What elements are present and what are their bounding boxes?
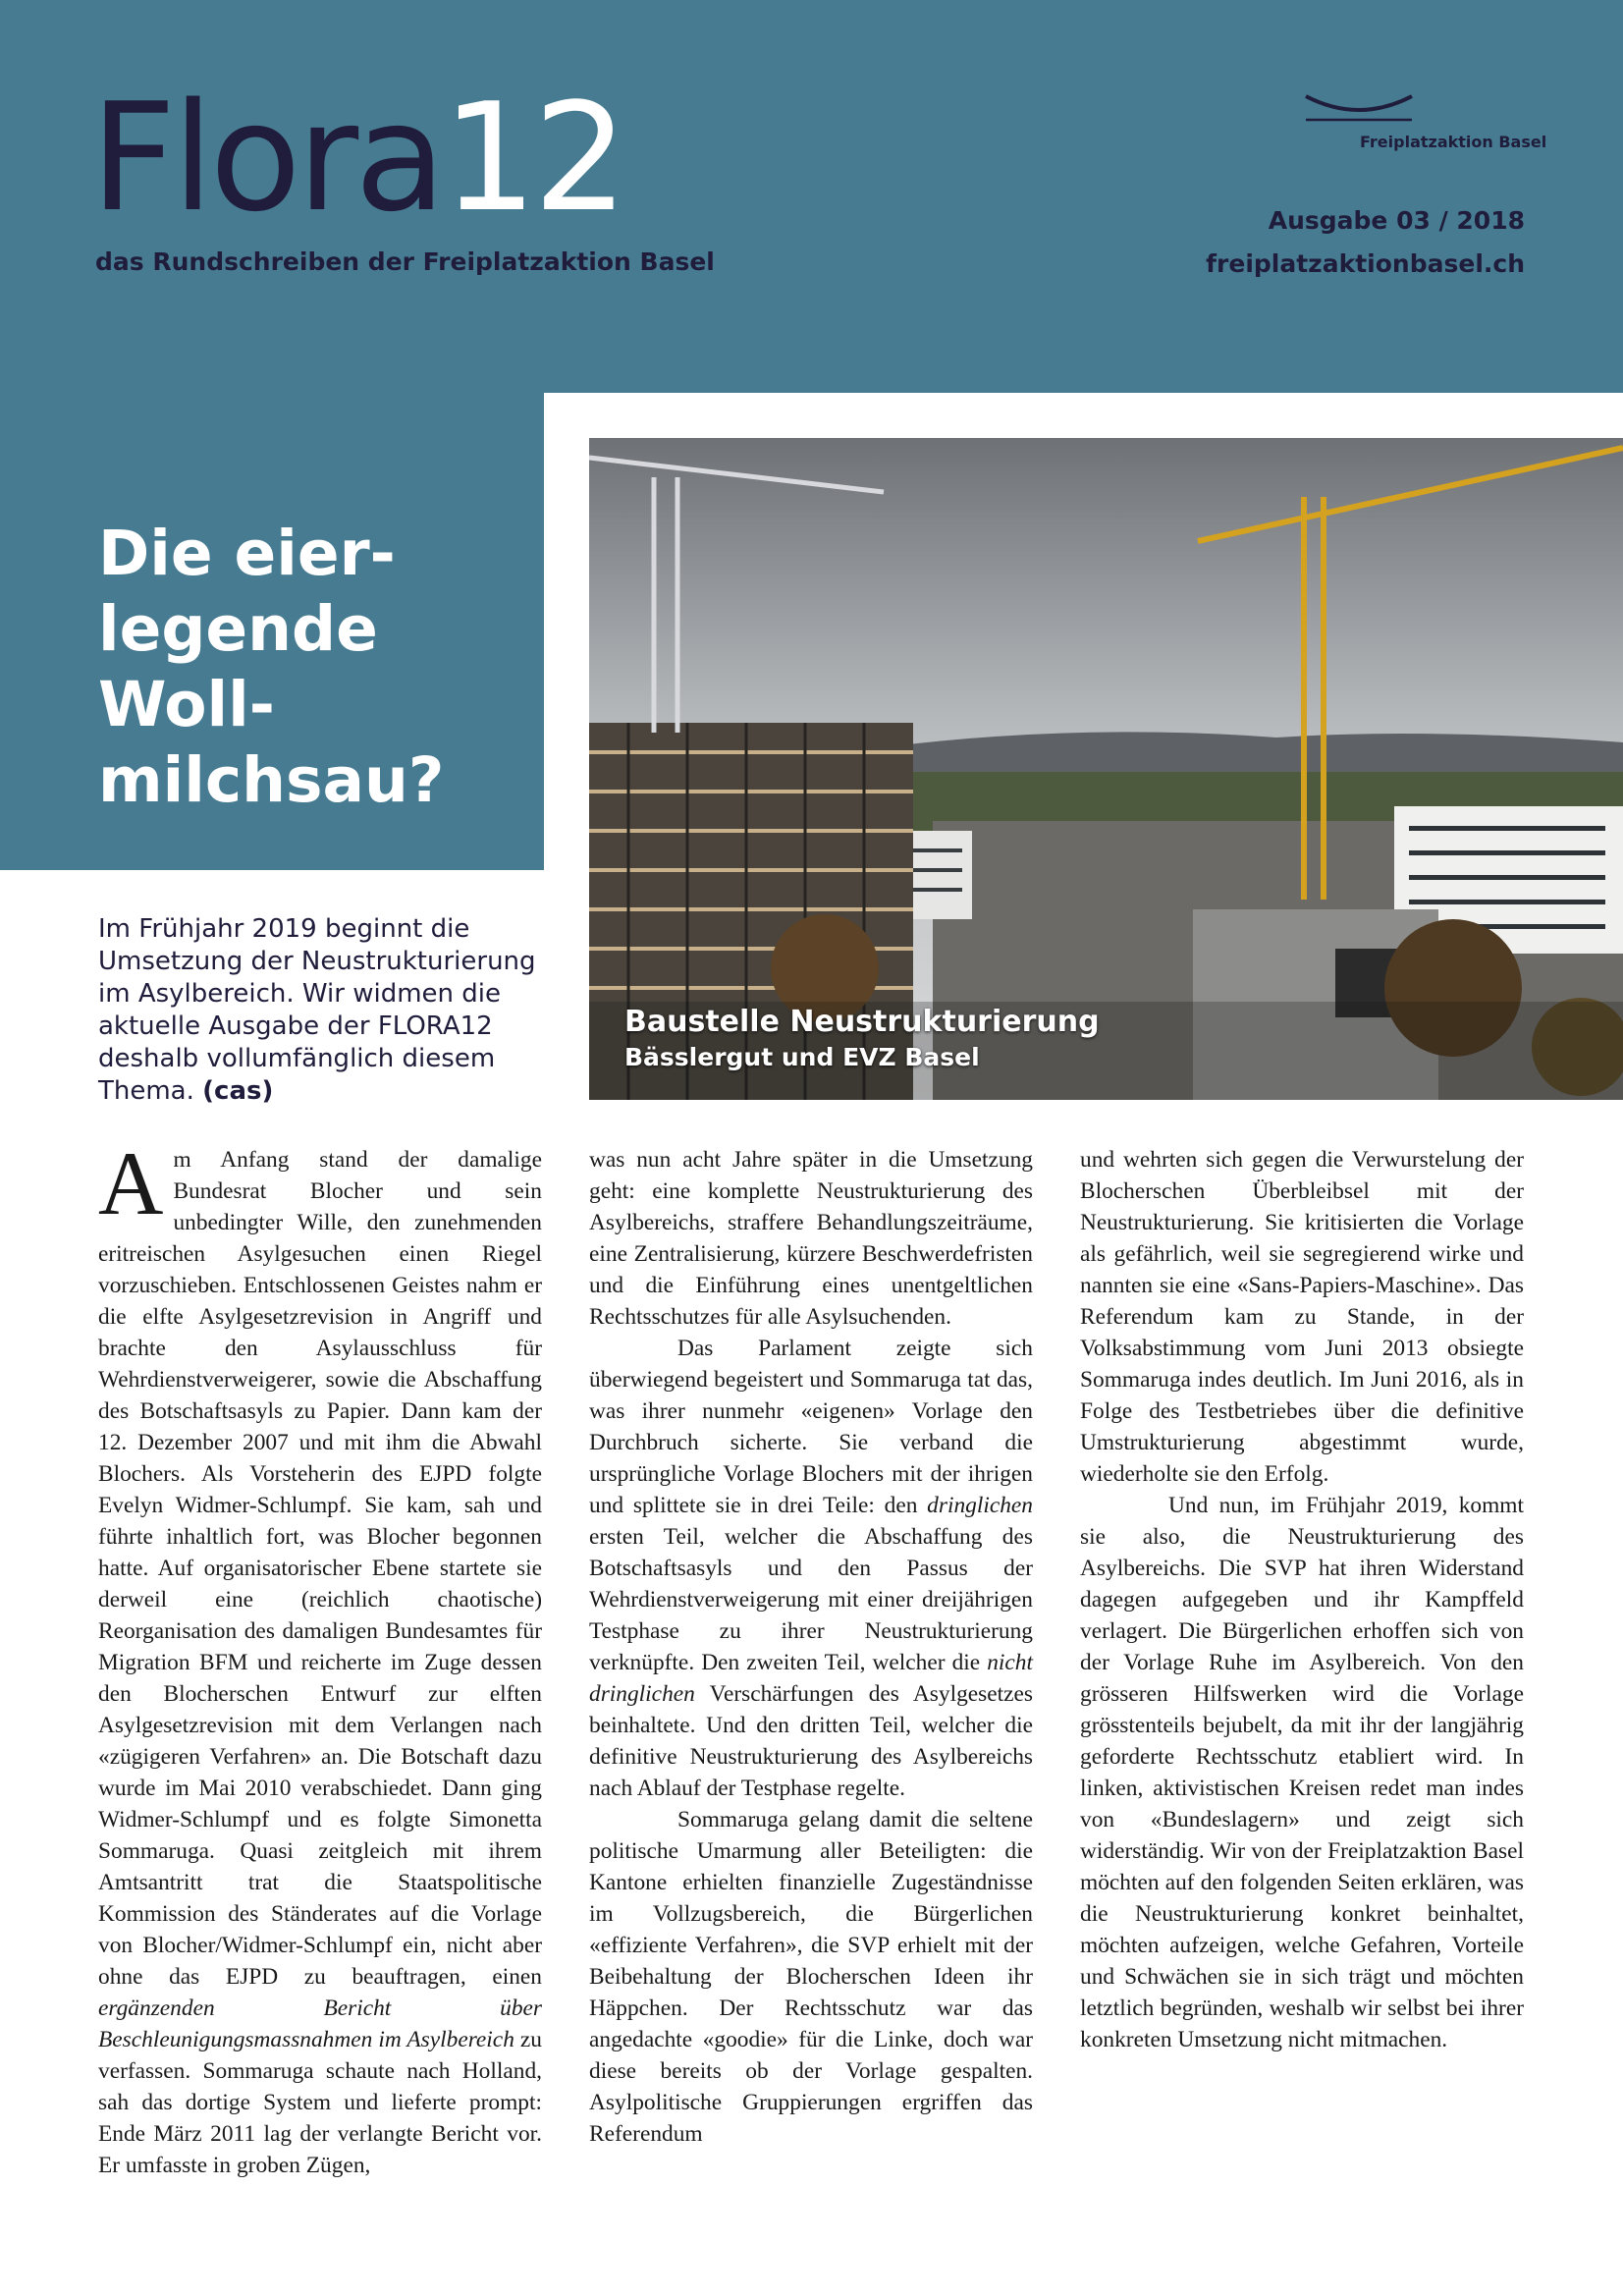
article-paragraph: Sommaruga gelang damit die seltene politische Umarmung aller Beteiligten: die Kantone erhielten finanzielle Zugeständnisse im Vollzugsbereich, die Bürgerlichen «effiziente Verfahren», die SVP erhielt mit der Beibehaltung der Blocherschen Ideen ihr Häppchen. Der Rechtsschutz war das angedachte «goodie» für die Linke, doch war diese bereits ob der Vorlage gespalten. Asylpolitische Gruppierungen ergriffen das Referendum: [589, 1807, 1033, 2147]
text-run: m Anfang stand der damalige Bundesrat Blocher und sein unbedingter Wille, den zunehmenden eritreischen Asylgesuchen einen Riegel vorzuschieben. Entschlossenen Geistes nahm er die elfte Asylgesetzrevision in Angriff und brachte den Asylausschluss für Wehrdienstverweigerer, sowie die Abschaffung des Botschaftsasyls zu Papier. Dann kam der 12. Dezember 2007 und mit ihm die Abwahl Blochers. Als Vorsteherin des EJPD folgte Evelyn Widmer-Schlumpf. Sie kam, sah und führte inhaltlich fort, was Blocher begonnen hatte. Auf organisatorischer Ebene startete sie derweil eine (reichlich chaotische) Reorganisation des damaligen Bundesamtes für Migration BFM und reicherte im Zuge dessen den Blocherschen Entwurf zur elften Asylgesetzrevision mit dem Verlangen nach «zügigeren Verfahren» an. Die Botschaft dazu wurde im Mai 2010 verabschiedet. Dann ging Widmer-Schlumpf und es folgte Simonetta Sommaruga. Quasi zeitgleich mit ihrem Amtsantritt trat die Staatspolitische Kommission des Ständerates auf die Vorlage von Blocher/Widmer-Schlumpf ein, nicht aber ohne das EJPD zu beauftragen, einen: [98, 1147, 542, 1990]
drop-cap: A: [98, 1133, 164, 1233]
logo-word: Flora: [90, 71, 443, 245]
text-run: zu verfassen. Sommaruga schaute nach Holland, sah das dortige System und lieferte prompt: Ende März 2011 lag der verlangte Bericht vor. Er umfasste in groben Zügen,: [98, 2027, 542, 2178]
website-link[interactable]: freiplatzaktionbasel.ch: [1206, 249, 1525, 278]
emphasis-text: nicht dringlichen: [589, 1650, 1033, 1707]
logo-number: 12: [442, 71, 624, 245]
article-paragraph: Und nun, im Frühjahr 2019, kommt sie also, die Neustrukturierung des Asylbereichs. Die SVP hat ihren Widerstand dagegen aufgegeben und ihr Kampffeld verlagert. Die Bürgerlichen erhoffen sich von der Vorlage Ruhe im Asylbereich. Von den grösseren Hilfswerken wird die Vorlage grösstenteils bejubelt, da mit ihr der langjährig geforderte Rechtsschutz etabliert wird. In linken, aktivistischen Kreisen redet man indes von «Bundeslagern» und zeigt sich widerständig. Wir von der Freiplatzaktion Basel möchten auf den folgenden Seiten erklären, was die Neustrukturierung konkret beinhaltet, möchten aufzeigen, welche Gefahren, Vorteile und Schwächen sie in sich trägt und möchten letztlich begründen, weshalb wir selbst bei ihrer konkreten Umsetzung nicht mitmachen.: [1080, 1493, 1524, 2052]
article-paragraph: [98, 1133, 542, 2181]
text-run: ersten Teil, welcher die Abschaffung des Botschaftsasyls und den Passus der Wehrdienstverweigerung mit einer dreijährigen Testphase zu ihrer Neustrukturierung verknüpfte. Den zweiten Teil, welcher die: [589, 1524, 1033, 1675]
photo-caption-subtitle: Bässlergut und EVZ Basel: [624, 1043, 980, 1071]
article-column-1: [98, 1133, 542, 2181]
article-paragraph: was nun acht Jahre später in die Umsetzung geht: eine komplette Neustrukturierung des Asylbereichs, straffere Behandlungszeiträume, eine Zentralisierung, kürzere Beschwerdefristen und die Einführung eines unentgeltlichen Rechtsschutzes für alle Asylsuchenden.: [589, 1147, 1033, 1330]
masthead-logo: [90, 71, 624, 245]
construction-photo: [589, 438, 1623, 1100]
article-column-3: [1080, 1144, 1524, 2055]
issue-number: Ausgabe 03 / 2018: [1268, 206, 1525, 235]
article-paragraph: und wehrten sich gegen die Verwurstelung der Blocherschen Überbleibsel mit der Neustrukturierung. Sie kritisierten die Vorlage als gefährlich, weil sie segregierend wirke und nannten sie eine «Sans-Papiers-Maschine». Das Referendum kam zu Stande, in der Volksabstimmung vom Juni 2013 obsiegte Sommaruga indes deutlich. Im Juni 2016, als in Folge des Testbetriebes über die definitive Umstrukturierung abgestimmt wurde, wiederholte sie den Erfolg.: [1080, 1147, 1524, 1487]
article-paragraph: [589, 1333, 1033, 1804]
lead-text: Im Frühjahr 2019 beginnt die Umsetzung der Neustrukturierung im Asylbereich. Wir widmen die aktuelle Ausgabe der FLORA12 deshalb vollumfänglich diesem Thema.: [98, 914, 536, 1106]
lead-author: (cas): [202, 1076, 274, 1106]
article-column-2: [589, 1144, 1033, 2150]
emphasis-text: ergänzenden Bericht über Beschleunigungsmassnahmen im Asylbereich: [98, 1995, 542, 2052]
org-name: Freiplatzaktion Basel: [1360, 133, 1547, 151]
text-run: Das Parlament zeigte sich überwiegend begeistert und Sommaruga tat das, was ihrer nunmehr «eigenen» Vorlage den Durchbruch sicherte. Sie verband die ursprüngliche Vorlage Blochers mit der ihrigen und splittete sie in drei Teile: den: [589, 1336, 1033, 1518]
bridge-arc-logo-icon: [1302, 90, 1415, 137]
text-run: Verschärfungen des Asylgesetzes beinhaltete. Und den dritten Teil, welcher die definitive Neustrukturierung des Asylbereichs nach Ablauf der Testphase regelte.: [589, 1681, 1033, 1801]
masthead-subtitle: das Rundschreiben der Freiplatzaktion Basel: [95, 247, 715, 276]
lead-paragraph: [98, 913, 550, 1108]
headline: Die eier- legende Woll- milchsau?: [98, 518, 445, 816]
photo-caption-title: Baustelle Neustrukturierung: [624, 1005, 1100, 1039]
emphasis-text: dringlichen: [927, 1493, 1033, 1518]
